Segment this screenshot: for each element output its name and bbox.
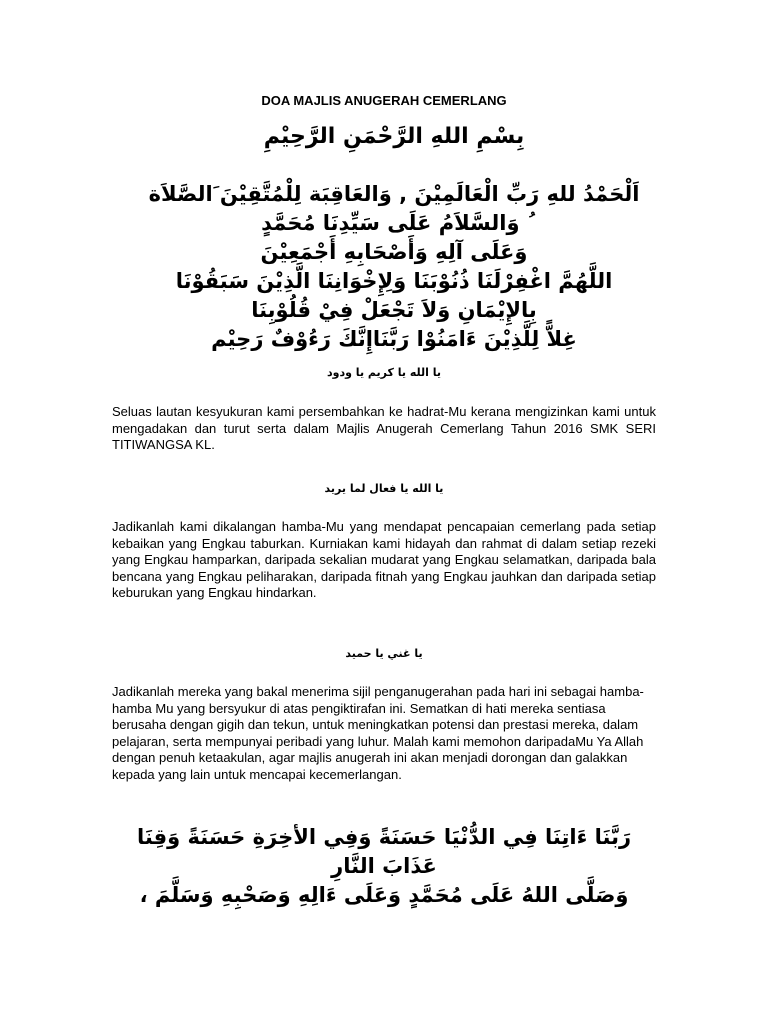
document-title: DOA MAJLIS ANUGERAH CEMERLANG [261, 93, 507, 108]
opening-line: وَعَلَى آلِهِ وَأَصْحَابِهِ أَجْمَعِيْنَ [260, 240, 528, 264]
opening-line: غِلاًّ لِلَّذِيْنَ ءَامَنُوْا رَبَّنَاإِنَّكَ رَءُوْفٌ رَحِيْم [211, 327, 577, 351]
paragraph-2: Jadikanlah kami dikalangan hamba-Mu yang mendapat pencapaian cemerlang pada setiap kebaikan yang Engkau taburkan. Kurniakan kami hidayah dan rahmat di dalam setiap rezeki yang Engkau hamparkan, daripada sekalian mudarat yang Engkau selamatkan, daripada bala bencana yang Engkau peliharakan, daripada fitnah yang Engkau jauhkan dan daripada setiap keburukan yang Engkau hindarkan. [112, 519, 656, 600]
closing-line: وَصَلَّى اللهُ عَلَى مُحَمَّدٍ وَعَلَى ءَالِهِ وَصَحْبِهِ وَسَلَّمَ ، [139, 883, 629, 907]
invocation-3: يا غني يا حميد [345, 647, 423, 660]
invocation-2: يا الله يا فعال لما يريد [324, 482, 444, 495]
paragraph-3: Jadikanlah mereka yang bakal menerima sijil penganugerahan pada hari ini sebagai hamba-hamba Mu yang bersyukur di atas pengiktirafan ini. Sematkan di hati mereka sentiasa berusaha dengan gigih dan tekun, untuk meningkatkan potensi dan prestasi mereka, dalam pelajaran, serta mempunyai peribadi yang luhur. Malah kami memohon daripadaMu Ya Allah dengan penuh ketaakulan, agar majlis anugerah ini akan menjadi dorongan dan galakkan kepada yang lain untuk mencapai kecemerlangan. [112, 684, 644, 782]
opening-line: اللَّهُمَّ اغْفِرْلَنَا ذُنُوْبَنَا وَلِإِخْوَانِنَا الَّذِيْنَ سَبَقُوْنَا [175, 269, 613, 293]
invocation-1: يا الله يا كريم يا ودود [327, 366, 441, 379]
closing-line: رَبَّنَا ءَاتِنَا فِي الدُّنْيَا حَسَنَةً وَفِي الأخِرَةِ حَسَنَةً وَقِنَا [136, 825, 632, 849]
paragraph-1: Seluas lautan kesyukuran kami persembahkan ke hadrat-Mu kerana mengizinkan kami untuk mengadakan dan turut serta dalam Majlis Anugerah Cemerlang Tahun 2016 SMK SERI TITIWANGSA KL. [112, 404, 656, 452]
bismillah-line: بِسْمِ اللهِ الرَّحْمَنِ الرَّحِيْمِ [263, 124, 525, 149]
opening-line: ُ وَالسَّلاَمُ عَلَى سَيِّدِنَا مُحَمَّدٍ [261, 211, 527, 235]
opening-line: اَلْحَمْدُ للهِ رَبِّ الْعَالَمِيْنَ , وَالعَاقِبَة لِلْمُتَّقِيْنَ َالصَّلاَة [148, 182, 640, 206]
opening-prayer [140, 180, 648, 354]
closing-prayer [112, 823, 656, 910]
opening-line: بِالإِيْمَانِ وَلاَ تَجْعَلْ فِيْ قُلُوْبِنَا [251, 298, 537, 322]
closing-line: عَذَابَ النَّارِ [331, 854, 437, 878]
